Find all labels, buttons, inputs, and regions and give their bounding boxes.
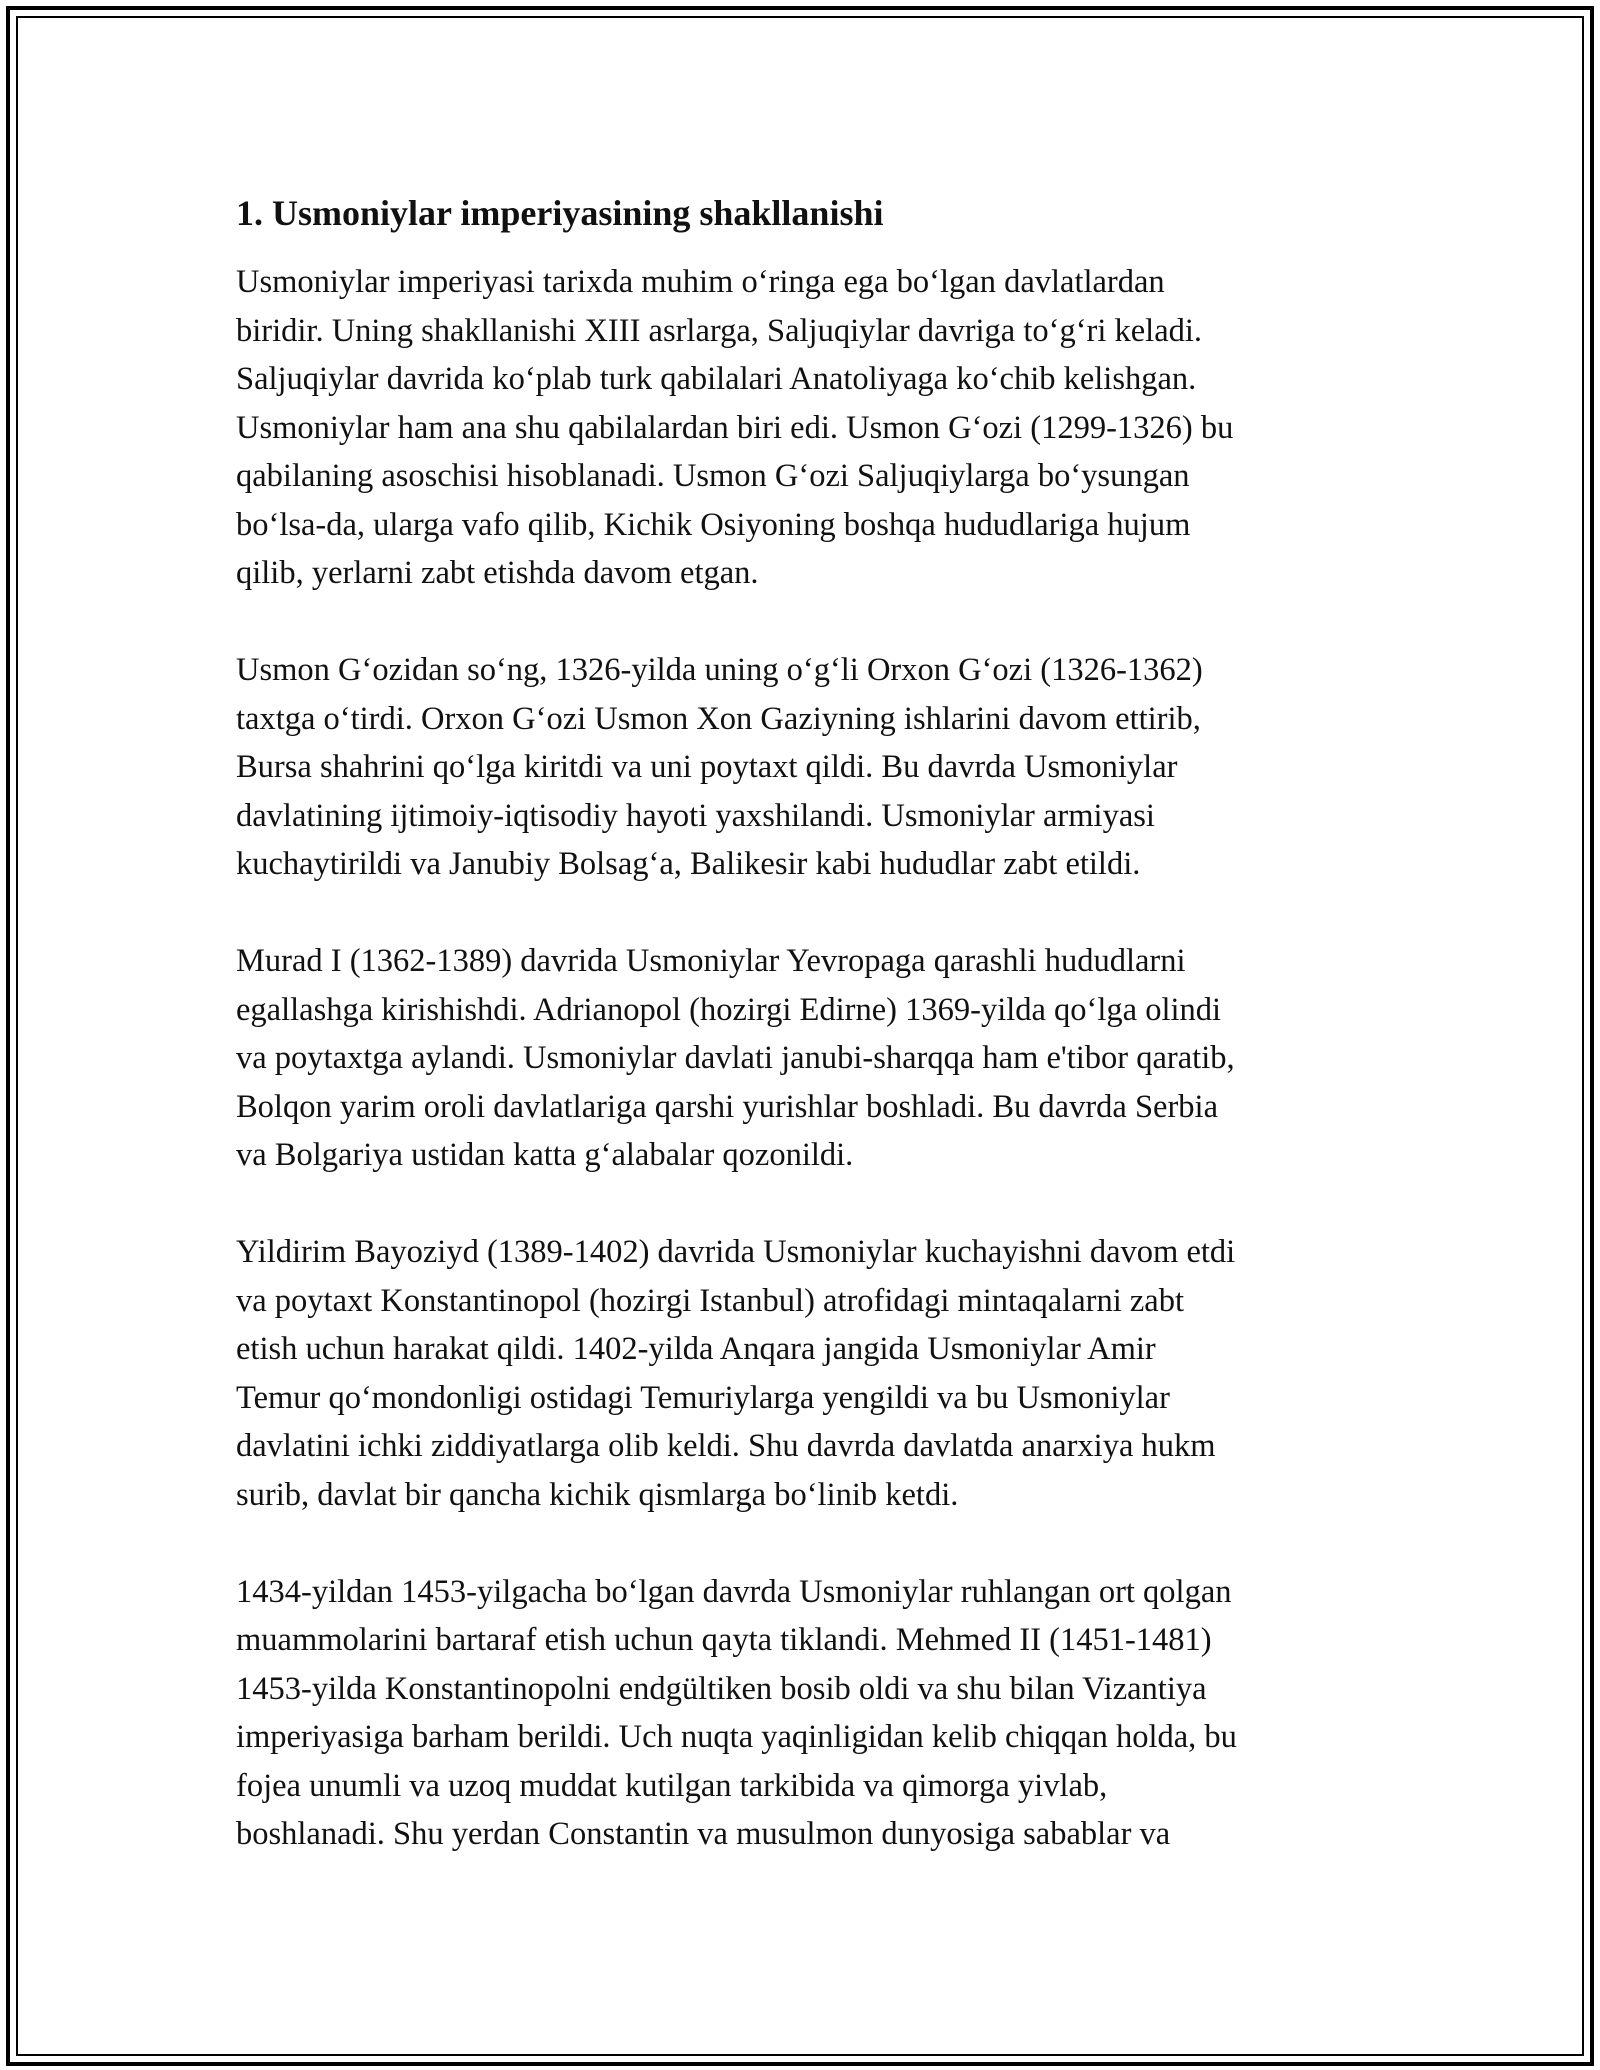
text-line: 1453-yilda Konstantinopolni endgültiken bosib oldi va shu bilan Vizantiya (236, 1670, 1207, 1707)
text-line: kuchaytirildi va Janubiy Bolsagʻa, Balikesir kabi hududlar zabt etildi. (236, 846, 1141, 882)
text-line: boshlanadi. Shu yerdan Constantin va musulmon dunyosiga sabablar va (236, 1816, 1171, 1852)
text-line: va poytaxt Konstantinopol (hozirgi Istanbul) atrofidagi mintaqalarni zabt (236, 1282, 1184, 1319)
text-line: Usmoniylar ham ana shu qabilalardan biri edi. Usmon Gʻozi (1299-1326) bu (236, 409, 1234, 446)
text-line: Usmon Gʻozidan soʻng, 1326-yilda uning oʻgʻli Orxon Gʻozi (1326-1362) (236, 652, 1203, 688)
text-line: va Bolgariya ustidan katta gʻalabalar qozonildi. (236, 1137, 854, 1173)
text-line: Bolqon yarim oroli davlatlariga qarshi yurishlar boshladi. Bu davrda Serbia (236, 1088, 1218, 1125)
paragraph-4 (236, 1228, 1376, 1519)
text-line: etish uchun harakat qildi. 1402-yilda Anqara jangida Usmoniylar Amir (236, 1331, 1156, 1367)
text-line: surib, davlat bir qancha kichik qismlarga boʻlinib ketdi. (236, 1476, 959, 1513)
section-heading: 1. Usmoniylar imperiyasining shakllanishi (236, 193, 884, 233)
text-line: taxtga oʻtirdi. Orxon Gʻozi Usmon Xon Gaziyning ishlarini davom ettirib, (236, 700, 1201, 737)
text-line: Yildirim Bayoziyd (1389-1402) davrida Usmoniylar kuchayishni davom etdi (236, 1234, 1236, 1270)
text-line: qabilaning asoschisi hisoblanadi. Usmon Gʻozi Saljuqiylarga boʻysungan (236, 458, 1190, 494)
text-line: Saljuqiylar davrida koʻplab turk qabilalari Anatoliyaga koʻchib kelishgan. (236, 361, 1197, 397)
text-line: qilib, yerlarni zabt etishda davom etgan. (236, 555, 759, 591)
text-line: davlatining ijtimoiy-iqtisodiy hayoti yaxshilandi. Usmoniylar armiyasi (236, 797, 1155, 834)
text-line: Bursa shahrini qoʻlga kiritdi va uni poytaxt qildi. Bu davrda Usmoniylar (236, 749, 1178, 785)
text-line: fojea unumli va uzoq muddat kutilgan tarkibida va qimorga yivlab, (236, 1767, 1108, 1804)
text-line: davlatini ichki ziddiyatlarga olib keldi. Shu davrda davlatda anarxiya hukm (236, 1428, 1216, 1464)
text-line: 1434-yildan 1453-yilgacha boʻlgan davrda Usmoniylar ruhlangan ort qolgan (236, 1573, 1232, 1610)
text-line: boʻlsa-da, ularga vafo qilib, Kichik Osiyoning boshqa hududlariga hujum (236, 506, 1191, 543)
paragraph-2 (236, 646, 1376, 889)
text-line: va poytaxtga aylandi. Usmoniylar davlati janubi-sharqqa ham e'tibor qaratib, (236, 1040, 1235, 1076)
document-body (236, 188, 1376, 1907)
text-line: muammolarini bartaraf etish uchun qayta tiklandi. Mehmed II (1451-1481) (236, 1622, 1212, 1658)
paragraph-1 (236, 258, 1376, 598)
text-line: Usmoniylar imperiyasi tarixda muhim oʻringa ega boʻlgan davlatlardan (236, 264, 1165, 300)
text-line: Temur qoʻmondonligi ostidagi Temuriylarga yengildi va bu Usmoniylar (236, 1379, 1170, 1416)
paragraph-5 (236, 1568, 1376, 1859)
text-line: biridir. Uning shakllanishi XIII asrlarga, Saljuqiylar davriga toʻgʻri keladi. (236, 312, 1203, 349)
paragraph-3 (236, 937, 1376, 1180)
text-line: imperiyasiga barham berildi. Uch nuqta yaqinligidan kelib chiqqan holda, bu (236, 1719, 1237, 1755)
text-line: egallashga kirishishdi. Adrianopol (hozirgi Edirne) 1369-yilda qoʻlga olindi (236, 991, 1222, 1028)
text-line: Murad I (1362-1389) davrida Usmoniylar Yevropaga qarashli hududlarni (236, 943, 1186, 979)
